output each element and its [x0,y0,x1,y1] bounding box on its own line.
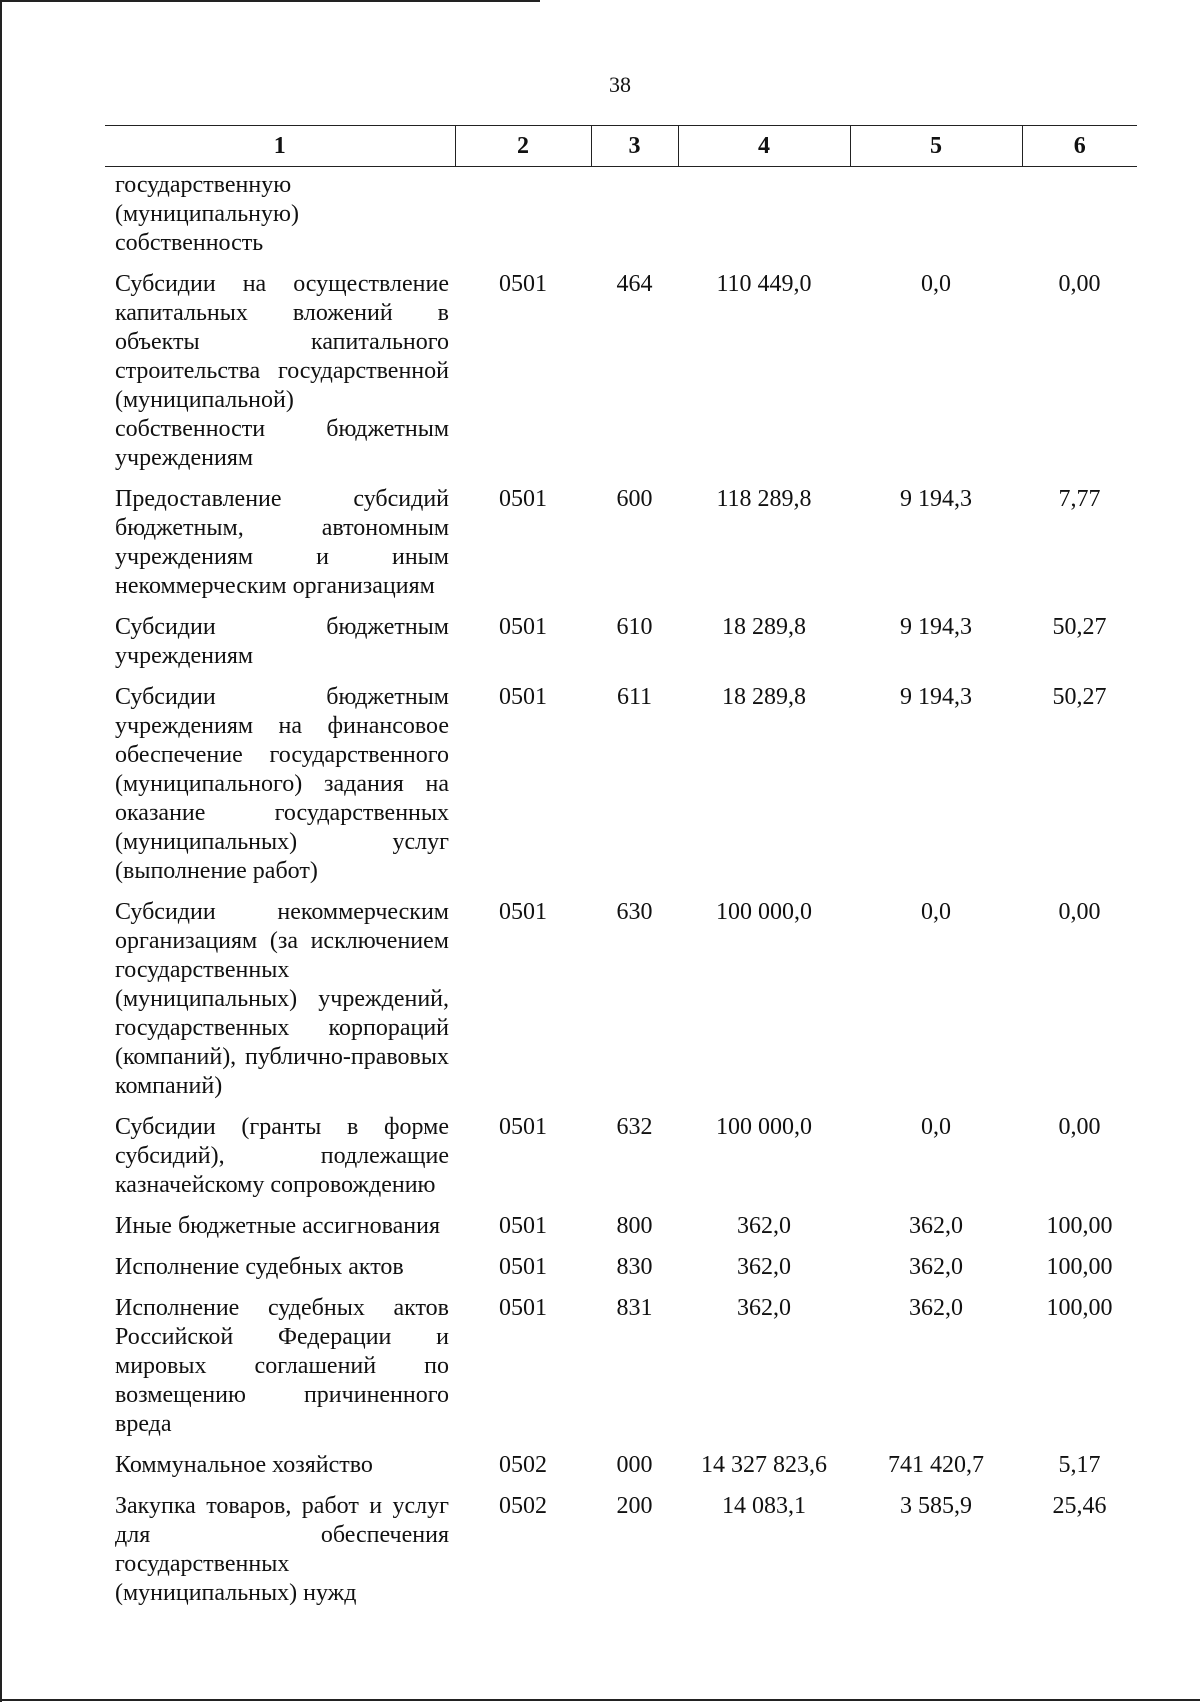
row-type-code [591,167,678,271]
page-border-left [0,0,2,1702]
row-type-code: 630 [616,899,653,925]
row-description: Закупка товаров, работ и услуг для обеспечения государственных (муниципальных) нужд [115,1493,449,1606]
row-type-code: 632 [616,1114,653,1140]
row-plan-amount: 14 327 823,6 [701,1452,827,1478]
table-body [105,167,1137,1621]
table-row [105,1253,1137,1294]
row-plan-amount: 100 000,0 [716,899,812,925]
row-type-code: 200 [616,1493,653,1519]
row-section-code: 0502 [499,1493,547,1519]
row-section-code: 0501 [499,1114,547,1140]
row-plan-amount: 100 000,0 [716,1114,812,1140]
row-description: Субсидии некоммерческим организациям (за исключением государственных (муниципальных) учреждений, государственных корпораций (компаний), публично-правовых компаний) [115,899,449,1099]
row-description: Субсидии на осуществление капитальных вложений в объекты капитального строительства государственной (муниципальной) собственности бюджетным учреждениям [115,271,449,471]
row-percent: 0,00 [1058,271,1101,297]
row-percent: 100,00 [1046,1254,1113,1280]
row-actual-amount: 0,0 [921,899,951,925]
row-section-code: 0501 [499,614,547,640]
row-plan-amount: 362,0 [737,1254,791,1280]
column-header-5: 5 [850,126,1022,167]
row-actual-amount: 9 194,3 [900,684,972,710]
row-type-code: 610 [616,614,653,640]
table-row [105,613,1137,683]
row-section-code: 0501 [499,486,547,512]
row-section-code [455,167,591,271]
table-header-row [105,126,1137,167]
row-actual-amount: 0,0 [921,271,951,297]
row-description: Предоставление субсидий бюджетным, автономным учреждениям и иным некоммерческим организациям [115,486,449,599]
row-plan-amount: 110 449,0 [716,271,812,297]
row-section-code: 0501 [499,1254,547,1280]
row-plan-amount: 362,0 [737,1213,791,1239]
row-type-code: 800 [616,1213,653,1239]
column-header-6: 6 [1022,126,1137,167]
row-actual-amount: 362,0 [909,1213,963,1239]
row-description: Иные бюджетные ассигнования [115,1213,440,1239]
page-border-top [0,0,540,2]
row-type-code: 464 [616,271,653,297]
row-percent: 0,00 [1058,899,1101,925]
table-row [105,270,1137,485]
table-row [105,1113,1137,1212]
row-percent: 100,00 [1046,1295,1113,1321]
row-description: Исполнение судебных актов Российской Федерации и мировых соглашений по возмещению причиненного вреда [115,1295,449,1437]
row-section-code: 0501 [499,1213,547,1239]
row-actual-amount: 3 585,9 [900,1493,972,1519]
row-percent [1022,167,1137,271]
row-percent: 5,17 [1058,1452,1101,1478]
table-row [105,485,1137,613]
row-description: Субсидии (гранты в форме субсидий), подлежащие казначейскому сопровождению [115,1114,449,1198]
row-description: государственную (муниципальную) собственность [115,172,299,256]
row-section-code: 0502 [499,1452,547,1478]
page-number: 38 [609,72,631,97]
row-percent: 100,00 [1046,1213,1113,1239]
row-actual-amount: 741 420,7 [888,1452,984,1478]
table-row [105,683,1137,898]
row-plan-amount [678,167,850,271]
row-plan-amount: 118 289,8 [716,486,812,512]
page-border-bottom [0,1699,1200,1701]
column-header-2: 2 [455,126,591,167]
table-row [105,1212,1137,1253]
row-section-code: 0501 [499,271,547,297]
row-description: Субсидии бюджетным учреждениям [115,614,449,669]
row-actual-amount: 9 194,3 [900,614,972,640]
table-row [105,898,1137,1113]
table-row [105,1451,1137,1492]
row-section-code: 0501 [499,684,547,710]
table-row [105,1294,1137,1451]
row-percent: 25,46 [1052,1493,1107,1519]
row-actual-amount: 0,0 [921,1114,951,1140]
row-type-code: 600 [616,486,653,512]
row-description: Исполнение судебных актов [115,1254,404,1280]
row-description: Коммунальное хозяйство [115,1452,373,1478]
table-row [105,167,1137,271]
column-header-1: 1 [105,126,455,167]
row-description: Субсидии бюджетным учреждениям на финансовое обеспечение государственного (муниципального) задания на оказание государственных (муниципальных) услуг (выполнение работ) [115,684,449,884]
budget-table [105,125,1137,1620]
row-type-code: 611 [616,684,653,710]
row-percent: 0,00 [1058,1114,1101,1140]
row-plan-amount: 18 289,8 [722,614,806,640]
row-plan-amount: 18 289,8 [722,684,806,710]
row-percent: 50,27 [1052,614,1107,640]
row-type-code: 831 [616,1295,653,1321]
column-header-3: 3 [591,126,678,167]
row-plan-amount: 362,0 [737,1295,791,1321]
row-actual-amount: 9 194,3 [900,486,972,512]
column-header-4: 4 [678,126,850,167]
row-plan-amount: 14 083,1 [722,1493,806,1519]
table-row [105,1492,1137,1620]
row-actual-amount: 362,0 [909,1254,963,1280]
row-type-code: 000 [616,1452,653,1478]
row-type-code: 830 [616,1254,653,1280]
row-actual-amount [850,167,1022,271]
row-percent: 50,27 [1052,684,1107,710]
row-section-code: 0501 [499,899,547,925]
row-section-code: 0501 [499,1295,547,1321]
row-percent: 7,77 [1058,486,1101,512]
row-actual-amount: 362,0 [909,1295,963,1321]
